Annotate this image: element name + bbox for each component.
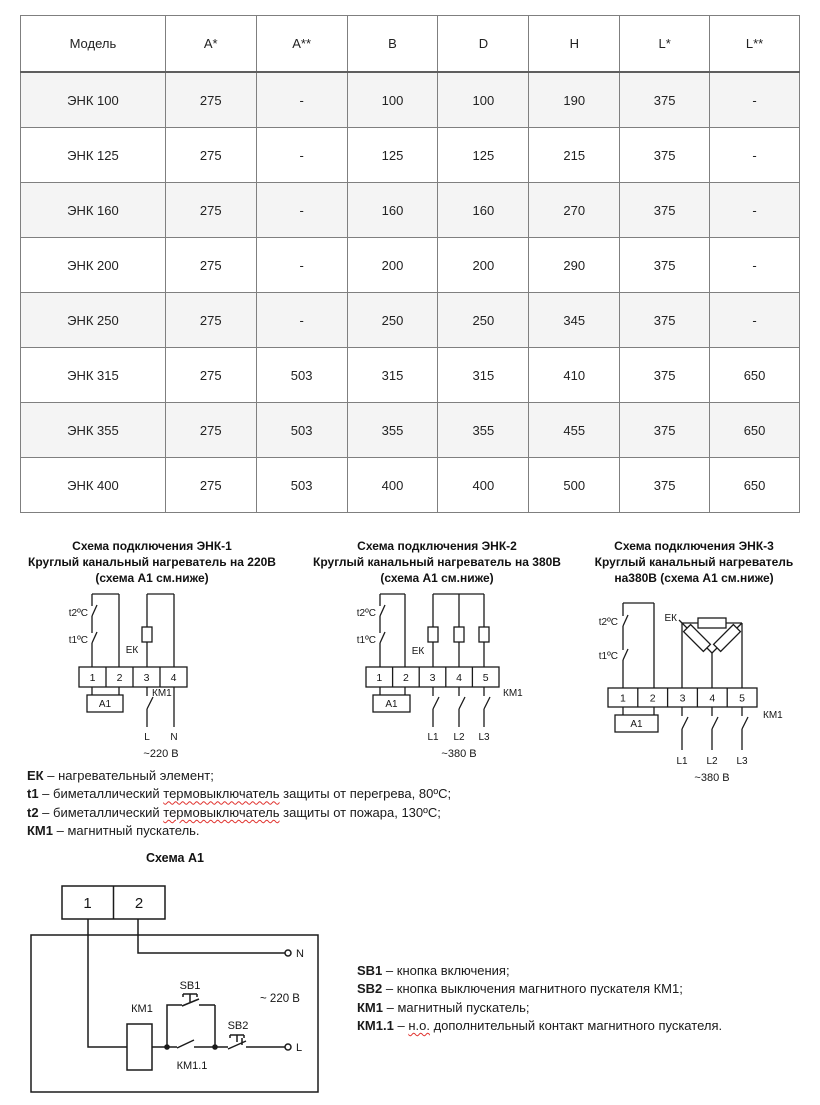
table-cell: 650: [710, 403, 800, 458]
components-legend: [27, 767, 451, 841]
t2-label: t2ºC: [598, 617, 618, 628]
dimensions-table: [20, 15, 800, 513]
table-cell: 400: [438, 458, 529, 513]
thermal-switch-t1-icon: [623, 649, 628, 660]
column-header-b: B: [347, 16, 438, 73]
phase-l3-label: L3: [478, 732, 490, 743]
table-cell: -: [256, 293, 347, 348]
km1-label: КМ1: [152, 688, 172, 699]
legend-item: [357, 999, 722, 1017]
wire-terminal1: [88, 919, 127, 1047]
schematic-enk1: [30, 592, 265, 767]
table-cell: 275: [165, 348, 256, 403]
schematic-enk2: [340, 592, 540, 767]
legend-term: КМ1: [27, 823, 53, 839]
table-cell: 650: [710, 458, 800, 513]
terminal-number: 1: [89, 672, 96, 684]
legend-text: – кнопка включения;: [382, 963, 510, 978]
schematic-title-enk3: [583, 538, 805, 586]
title-line: (схема А1 см.ниже): [95, 571, 209, 585]
table-cell: 455: [529, 403, 620, 458]
table-cell: 125: [438, 128, 529, 183]
table-cell: 200: [347, 238, 438, 293]
n-label: N: [296, 948, 304, 960]
phase-l3-label: L3: [736, 756, 748, 767]
terminal-number: 2: [116, 672, 123, 684]
table-cell: 275: [165, 403, 256, 458]
cell-model: ЭНК 250: [21, 293, 166, 348]
table-cell: 410: [529, 348, 620, 403]
legend-term: КМ1.1: [357, 1018, 394, 1034]
table-cell: 275: [165, 128, 256, 183]
table-cell: 250: [438, 293, 529, 348]
table-cell: 345: [529, 293, 620, 348]
title-line: на380В (схема А1 см.ниже): [614, 571, 774, 585]
terminal-number: 3: [679, 692, 686, 705]
column-header-model: Модель: [21, 16, 166, 73]
legend-term: t1: [27, 786, 39, 802]
t1-label: t1ºC: [68, 635, 88, 646]
table-cell: 160: [347, 183, 438, 238]
thermal-line: [92, 594, 119, 667]
schematic-a1: [30, 845, 350, 1095]
column-header-a2: A**: [256, 16, 347, 73]
table-cell: 315: [438, 348, 529, 403]
table-cell: 125: [347, 128, 438, 183]
table-cell: -: [710, 72, 800, 128]
n-terminal-icon: [285, 950, 291, 956]
legend-term: ЕК: [27, 768, 44, 783]
voltage-label: ~380 В: [694, 772, 730, 784]
phase-l2-label: L2: [453, 732, 465, 743]
title-line: Схема подключения ЭНК-2: [357, 539, 517, 553]
km1-contacts-icon: [682, 707, 748, 750]
a1-box-label: А1: [385, 699, 398, 710]
phase-l1-label: L1: [676, 756, 688, 767]
table-cell: 375: [620, 128, 710, 183]
table-cell: 375: [620, 458, 710, 513]
phase-l-label: L: [144, 732, 150, 743]
terminal-number: 1: [619, 692, 626, 705]
terminal-number: 3: [429, 672, 436, 684]
legend-item: [357, 980, 722, 998]
thermal-switch-t2-icon: [92, 605, 97, 616]
km1-label: КМ1: [131, 1003, 153, 1015]
table-cell: 355: [347, 403, 438, 458]
terminal-number: 2: [134, 895, 144, 912]
table-cell: 375: [620, 238, 710, 293]
column-header-d: D: [438, 16, 529, 73]
cell-model: ЭНК 100: [21, 72, 166, 128]
legend-text: – магнитный пускатель.: [53, 823, 200, 839]
legend-item: [27, 785, 451, 803]
legend-item: [27, 767, 451, 785]
table-cell: 275: [165, 293, 256, 348]
table-cell: -: [256, 128, 347, 183]
phase-l2-label: L2: [706, 756, 718, 767]
wire-terminal2: [138, 919, 285, 953]
legend-misspelled-word: термовыключатель: [163, 804, 280, 820]
legend-term: КМ1: [357, 999, 383, 1015]
t2-label: t2ºC: [68, 608, 88, 619]
legend-item: [27, 822, 451, 840]
cell-model: ЭНК 400: [21, 458, 166, 513]
a1-legend: [357, 962, 722, 1036]
column-header-a1: A*: [165, 16, 256, 73]
terminal-number: 3: [143, 672, 150, 684]
table-row: [21, 348, 800, 403]
table-cell: 375: [620, 293, 710, 348]
terminal-number: 4: [456, 672, 463, 684]
table-cell: 250: [347, 293, 438, 348]
table-cell: 503: [256, 348, 347, 403]
voltage-label: ~ 220 В: [260, 993, 300, 1005]
heater-elements-icon: [428, 594, 489, 667]
title-line: (схема А1 см.ниже): [380, 571, 494, 585]
t1-label: t1ºC: [356, 635, 376, 646]
table-cell: -: [256, 238, 347, 293]
table-cell: 315: [347, 348, 438, 403]
terminal-number: 2: [402, 672, 409, 684]
table-header-row: [21, 16, 800, 73]
cell-model: ЭНК 200: [21, 238, 166, 293]
l-label: L: [296, 1042, 303, 1054]
sb2-label: SB2: [227, 1020, 249, 1032]
cell-model: ЭНК 355: [21, 403, 166, 458]
legend-text: – нагревательный элемент;: [43, 768, 214, 783]
table-row: [21, 458, 800, 513]
table-cell: 500: [529, 458, 620, 513]
t1-label: t1ºC: [598, 651, 618, 662]
circuit-frame: [31, 935, 318, 1092]
legend-term: t2: [27, 804, 39, 820]
column-header-l1: L*: [620, 16, 710, 73]
table-cell: 275: [165, 238, 256, 293]
sb1-label: SB1: [179, 980, 201, 992]
table-cell: 100: [347, 72, 438, 128]
thermal-switch-t1-icon: [92, 632, 97, 643]
a1-box-label: А1: [630, 719, 643, 730]
table-cell: 375: [620, 183, 710, 238]
legend-item: [357, 962, 722, 980]
table-cell: 270: [529, 183, 620, 238]
terminal-number: 4: [170, 672, 177, 684]
terminal-number: 5: [739, 692, 746, 705]
legend-text: – биметаллический: [38, 804, 164, 820]
l-terminal-icon: [285, 1044, 291, 1050]
title-line: Схема подключения ЭНК-3: [614, 539, 774, 553]
legend-item: [357, 1017, 722, 1035]
legend-text: – биметаллический: [38, 786, 164, 802]
table-cell: 275: [165, 72, 256, 128]
voltage-label: ~220 В: [143, 748, 179, 760]
thermal-line: [623, 603, 654, 688]
table-cell: 290: [529, 238, 620, 293]
voltage-label: ~380 В: [441, 748, 477, 760]
ek-label: ЕК: [125, 645, 139, 656]
column-header-l2: L**: [710, 16, 800, 73]
km11-label: КМ1.1: [176, 1060, 208, 1072]
terminal-block: [62, 886, 165, 919]
km1-contacts-icon: [433, 687, 490, 727]
a1-schematic-title: Схема А1: [146, 851, 204, 865]
t2-label: t2ºC: [356, 608, 376, 619]
sb2-button-icon: [215, 1035, 285, 1049]
table-cell: -: [710, 128, 800, 183]
thermal-switch-t2-icon: [380, 605, 385, 616]
table-row: [21, 403, 800, 458]
title-line: Круглый канальный нагреватель на 220В: [28, 555, 276, 569]
table-cell: 503: [256, 403, 347, 458]
schematic-enk3: [585, 592, 805, 792]
title-line: Круглый канальный нагреватель: [594, 555, 794, 569]
km11-contact-icon: [167, 1040, 215, 1048]
table-cell: 375: [620, 348, 710, 403]
legend-item: [27, 804, 451, 822]
table-cell: -: [710, 238, 800, 293]
table-row: [21, 128, 800, 183]
schematic-title-enk1: [18, 538, 286, 586]
a1-box-label: А1: [98, 699, 112, 710]
thermal-switch-t2-icon: [623, 615, 628, 626]
table-row: [21, 183, 800, 238]
table-cell: -: [256, 183, 347, 238]
cell-model: ЭНК 315: [21, 348, 166, 403]
table-cell: 375: [620, 72, 710, 128]
legend-term: SB1: [357, 963, 383, 978]
table-cell: 200: [438, 238, 529, 293]
table-row: [21, 72, 800, 128]
legend-text: –: [393, 1018, 409, 1034]
table-cell: 275: [165, 183, 256, 238]
title-line: Схема подключения ЭНК-1: [72, 539, 232, 553]
schematic-title-enk2: [308, 538, 566, 586]
ek-label: ЕК: [664, 613, 677, 624]
thermal-switch-t1-icon: [380, 632, 385, 643]
cell-model: ЭНК 125: [21, 128, 166, 183]
table-row: [21, 238, 800, 293]
table-cell: 190: [529, 72, 620, 128]
km1-label: КМ1: [763, 710, 783, 721]
table-cell: 100: [438, 72, 529, 128]
terminal-number: 4: [709, 692, 716, 705]
terminal-number: 2: [649, 692, 656, 705]
table-cell: -: [710, 293, 800, 348]
table-cell: 503: [256, 458, 347, 513]
terminal-number: 5: [482, 672, 489, 684]
legend-text: – магнитный пускатель;: [383, 999, 530, 1015]
legend-misspelled-word: термовыключатель: [163, 786, 280, 802]
terminal-number: 1: [83, 895, 92, 912]
legend-text: защиты от перегрева, 80ºС;: [279, 786, 452, 802]
sb1-button-icon: [167, 994, 215, 1047]
heater-element-icon: [142, 594, 174, 667]
delta-heaters-icon: [679, 618, 742, 688]
table-cell: 650: [710, 348, 800, 403]
phase-n-label: N: [170, 732, 178, 743]
legend-text: дополнительный контакт магнитного пускателя.: [429, 1018, 723, 1034]
column-header-h: H: [529, 16, 620, 73]
table-cell: -: [256, 72, 347, 128]
legend-text: – кнопка выключения магнитного пускателя КМ1;: [382, 981, 683, 997]
phase-l1-label: L1: [427, 732, 439, 743]
table-row: [21, 293, 800, 348]
title-line: Круглый канальный нагреватель на 380В: [313, 555, 561, 569]
legend-misspelled-word: н.о.: [408, 1018, 430, 1034]
table-cell: 160: [438, 183, 529, 238]
cell-model: ЭНК 160: [21, 183, 166, 238]
table-cell: 215: [529, 128, 620, 183]
table-cell: 355: [438, 403, 529, 458]
table-cell: -: [710, 183, 800, 238]
terminal-number: 1: [376, 672, 383, 684]
table-cell: 375: [620, 403, 710, 458]
table-cell: 275: [165, 458, 256, 513]
legend-term: SB2: [357, 981, 383, 997]
km1-label: КМ1: [503, 688, 523, 699]
table-cell: 400: [347, 458, 438, 513]
km1-coil: [127, 1024, 152, 1070]
legend-text: защиты от пожара, 130ºС;: [279, 804, 441, 820]
thermal-line: [380, 594, 405, 667]
ek-label: ЕК: [411, 646, 425, 657]
